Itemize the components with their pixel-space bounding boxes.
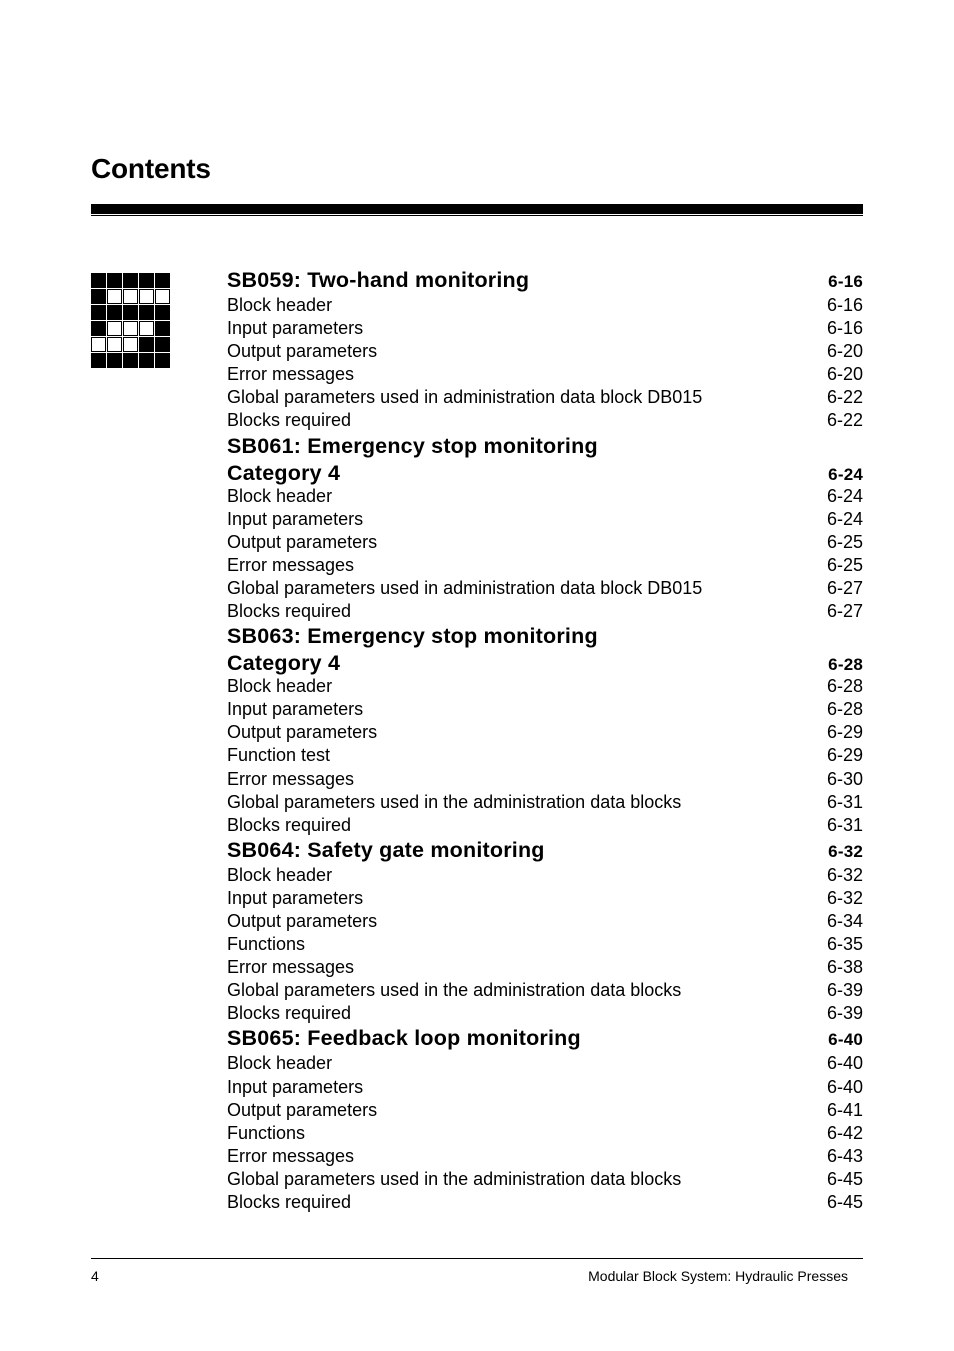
toc-section-heading[interactable] <box>227 624 863 651</box>
grid-logo-cell <box>155 273 170 288</box>
grid-logo-cell <box>139 353 154 368</box>
toc-entry-page: 6-34 <box>826 910 863 931</box>
toc-section-page: 6-16 <box>828 272 863 291</box>
toc-entry-label: Output parameters <box>227 722 378 743</box>
toc-entry[interactable] <box>227 1053 863 1076</box>
grid-logo-cell <box>155 337 170 352</box>
toc-entry-label: Block header <box>227 864 333 885</box>
toc-entry[interactable] <box>227 410 863 433</box>
toc-entry[interactable] <box>227 722 863 745</box>
toc-section-title: SB064: Safety gate monitoring <box>227 837 545 862</box>
grid-logo-cell <box>139 321 154 336</box>
toc-entry-label: Global parameters used in the administration data blocks <box>227 791 682 812</box>
toc-entry-page: 6-38 <box>826 957 863 978</box>
toc-entry-page: 6-32 <box>826 887 863 908</box>
toc-entry-label: Blocks required <box>227 410 352 431</box>
toc-entry-label: Input parameters <box>227 887 364 908</box>
toc-entry-page: 6-29 <box>826 745 863 766</box>
grid-logo-cell <box>123 273 138 288</box>
grid-logo-cell <box>91 273 106 288</box>
toc-entry[interactable] <box>227 509 863 532</box>
toc-entry-page: 6-28 <box>826 699 863 720</box>
toc-section-title: Category 4 <box>227 460 341 485</box>
title-rule <box>91 204 863 214</box>
grid-logo-cell <box>107 289 122 304</box>
toc-entry[interactable] <box>227 699 863 722</box>
toc-entry-label: Functions <box>227 934 306 955</box>
toc-entry-label: Output parameters <box>227 341 378 362</box>
grid-logo-cell <box>91 305 106 320</box>
grid-logo-cell <box>139 337 154 352</box>
toc-entry-page: 6-29 <box>826 722 863 743</box>
toc-entry[interactable] <box>227 578 863 601</box>
grid-logo-cell <box>91 337 106 352</box>
toc-entry[interactable] <box>227 934 863 957</box>
toc-entry-label: Global parameters used in the administration data blocks <box>227 980 682 1001</box>
grid-logo-cell <box>155 289 170 304</box>
toc-entry-label: Output parameters <box>227 910 378 931</box>
toc-entry[interactable] <box>227 555 863 578</box>
toc-section-title: SB063: Emergency stop monitoring <box>227 624 598 649</box>
toc-entry-label: Error messages <box>227 554 355 575</box>
grid-logo-icon <box>91 273 170 368</box>
toc-section-heading[interactable] <box>227 1026 863 1053</box>
toc-entry-page: 6-28 <box>826 676 863 697</box>
toc-entry[interactable] <box>227 980 863 1003</box>
grid-logo-cell <box>91 321 106 336</box>
toc-entry-page: 6-24 <box>826 485 863 506</box>
toc-entry-label: Global parameters used in the administration data blocks <box>227 1168 682 1189</box>
toc-entry-page: 6-45 <box>826 1192 863 1212</box>
toc-section-page: 6-28 <box>828 655 863 675</box>
grid-logo-cell <box>139 289 154 304</box>
toc-entry-label: Blocks required <box>227 601 352 622</box>
toc-entry[interactable] <box>227 1077 863 1100</box>
toc-entry-label: Block header <box>227 295 333 315</box>
toc-entry-page: 6-43 <box>826 1145 863 1166</box>
toc-entry-page: 6-42 <box>826 1122 863 1143</box>
grid-logo-cell <box>155 353 170 368</box>
toc-entry[interactable] <box>227 1192 863 1215</box>
toc-entry-page: 6-35 <box>826 934 863 955</box>
toc-entry-page: 6-16 <box>826 295 863 315</box>
toc-entry-label: Function test <box>227 745 331 766</box>
grid-logo-cell <box>123 289 138 304</box>
grid-logo-cell <box>123 321 138 336</box>
toc-section-title: SB065: Feedback loop monitoring <box>227 1026 581 1051</box>
grid-logo-cell <box>155 321 170 336</box>
toc-section-title: Category 4 <box>227 651 341 676</box>
toc-entry[interactable] <box>227 792 863 815</box>
toc-entry[interactable] <box>227 957 863 980</box>
toc-entry[interactable] <box>227 1003 863 1026</box>
toc-entry-page: 6-27 <box>826 601 863 622</box>
toc-entry-label: Output parameters <box>227 531 378 552</box>
toc-entry-label: Input parameters <box>227 1076 364 1097</box>
toc-entry-page: 6-27 <box>826 577 863 598</box>
grid-logo-cell <box>91 353 106 368</box>
toc-entry-label: Output parameters <box>227 1099 378 1120</box>
toc-entry-page: 6-41 <box>826 1099 863 1120</box>
toc-entry-page: 6-39 <box>826 1003 863 1024</box>
toc-entry-page: 6-16 <box>826 318 863 339</box>
toc-section-heading[interactable] <box>227 651 863 676</box>
toc-entry-page: 6-22 <box>826 410 863 431</box>
toc-entry-page: 6-20 <box>826 364 863 385</box>
toc-entry[interactable] <box>227 318 863 341</box>
grid-logo-cell <box>107 321 122 336</box>
toc-entry[interactable] <box>227 295 863 318</box>
toc-entry-page: 6-32 <box>826 864 863 885</box>
footer-page-number: 4 <box>91 1268 99 1284</box>
toc-entry-label: Error messages <box>227 957 355 978</box>
toc-entry[interactable] <box>227 1100 863 1123</box>
toc-entry[interactable] <box>227 601 863 624</box>
toc-section-page: 6-32 <box>828 841 863 861</box>
toc-entry[interactable] <box>227 888 863 911</box>
toc-section-heading[interactable] <box>227 268 863 295</box>
toc-entry-page: 6-25 <box>826 554 863 575</box>
toc-section-title: SB061: Emergency stop monitoring <box>227 433 598 458</box>
toc-section-heading[interactable] <box>227 838 863 865</box>
toc-entry[interactable] <box>227 865 863 888</box>
toc-section-heading[interactable] <box>227 461 863 486</box>
toc-entry-page: 6-30 <box>826 768 863 789</box>
grid-logo-cell <box>123 337 138 352</box>
toc-entry[interactable] <box>227 745 863 768</box>
toc-entry[interactable] <box>227 341 863 364</box>
toc-entry-label: Input parameters <box>227 318 364 339</box>
toc-entry[interactable] <box>227 364 863 387</box>
toc-entry-page: 6-31 <box>826 791 863 812</box>
grid-logo-cell <box>107 273 122 288</box>
toc-entry-label: Blocks required <box>227 1003 352 1024</box>
grid-logo-cell <box>123 305 138 320</box>
toc-entry-page: 6-39 <box>826 980 863 1001</box>
footer-rule <box>91 1258 863 1259</box>
toc-entry-label: Input parameters <box>227 699 364 720</box>
toc-entry[interactable] <box>227 1146 863 1169</box>
grid-logo-cell <box>139 273 154 288</box>
page-title: Contents <box>91 153 211 184</box>
table-of-contents <box>227 268 863 1215</box>
toc-section-heading[interactable] <box>227 434 863 461</box>
toc-section-page: 6-24 <box>828 464 863 484</box>
grid-logo-cell <box>107 337 122 352</box>
toc-entry-label: Error messages <box>227 768 355 789</box>
toc-entry[interactable] <box>227 769 863 792</box>
grid-logo-cell <box>123 353 138 368</box>
toc-entry-label: Block header <box>227 1053 333 1074</box>
toc-entry-page: 6-40 <box>826 1053 863 1074</box>
toc-entry-page: 6-20 <box>826 341 863 362</box>
toc-entry-label: Error messages <box>227 1145 355 1166</box>
toc-section-page: 6-40 <box>828 1030 863 1050</box>
toc-entry-page: 6-45 <box>826 1168 863 1189</box>
grid-logo-cell <box>107 305 122 320</box>
toc-entry[interactable] <box>227 387 863 410</box>
toc-entry-label: Block header <box>227 485 333 506</box>
toc-entry[interactable] <box>227 532 863 555</box>
toc-entry-page: 6-22 <box>826 387 863 408</box>
footer-document-title: Modular Block System: Hydraulic Presses <box>588 1268 848 1284</box>
toc-entry[interactable] <box>227 1169 863 1192</box>
toc-entry[interactable] <box>227 486 863 509</box>
toc-entry-label: Global parameters used in administration data block DB015 <box>227 577 703 598</box>
grid-logo-cell <box>155 305 170 320</box>
toc-entry[interactable] <box>227 1123 863 1146</box>
toc-entry-label: Blocks required <box>227 1192 352 1212</box>
toc-entry-page: 6-31 <box>826 814 863 835</box>
grid-logo-cell <box>107 353 122 368</box>
toc-entry-label: Block header <box>227 676 333 697</box>
toc-section-title: SB059: Two-hand monitoring <box>227 268 530 292</box>
toc-entry[interactable] <box>227 911 863 934</box>
toc-entry-page: 6-24 <box>826 508 863 529</box>
toc-entry-page: 6-25 <box>826 531 863 552</box>
toc-entry[interactable] <box>227 815 863 838</box>
toc-entry[interactable] <box>227 676 863 699</box>
toc-entry-label: Error messages <box>227 364 355 385</box>
toc-entry-label: Input parameters <box>227 508 364 529</box>
toc-entry-label: Blocks required <box>227 814 352 835</box>
toc-entry-page: 6-40 <box>826 1076 863 1097</box>
grid-logo-cell <box>139 305 154 320</box>
grid-logo-cell <box>91 289 106 304</box>
toc-entry-label: Global parameters used in administration data block DB015 <box>227 387 703 408</box>
toc-entry-label: Functions <box>227 1122 306 1143</box>
